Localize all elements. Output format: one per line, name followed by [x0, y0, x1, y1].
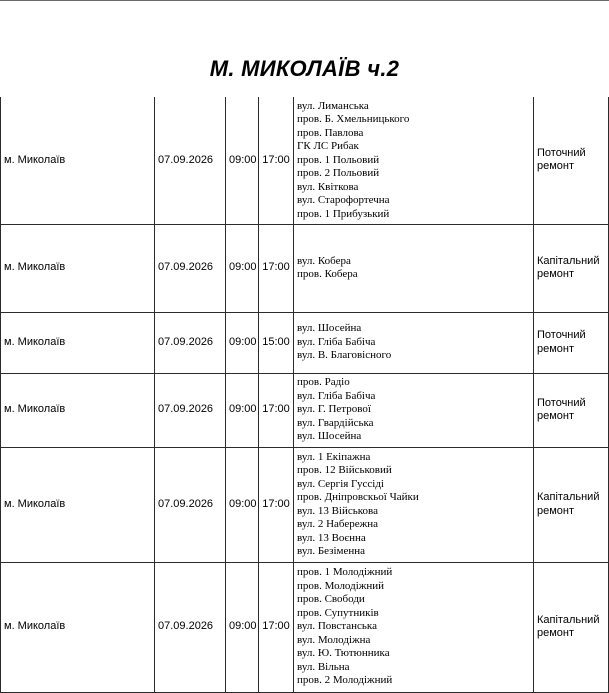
- street-line: пров. Молодіжний: [297, 579, 385, 592]
- street-line: пров. 2 Молодіжний: [297, 674, 393, 687]
- end-time-cell: 17:00: [259, 224, 294, 312]
- city-cell: м. Миколаїв: [1, 224, 155, 312]
- end-time-cell: 15:00: [259, 312, 294, 373]
- end-time-cell: 17:00: [259, 97, 294, 224]
- date-cell: 07.09.2026: [155, 447, 226, 562]
- city-cell: м. Миколаїв: [1, 312, 155, 373]
- street-line: вул. Шосейна: [297, 322, 362, 335]
- date-cell: 07.09.2026: [155, 562, 226, 692]
- date-cell: 07.09.2026: [155, 373, 226, 447]
- work-type-cell: Поточний ремонт: [534, 97, 609, 224]
- streets-cell: [294, 447, 534, 562]
- start-time-cell: 09:00: [226, 373, 259, 447]
- page-title: М. МИКОЛАЇВ ч.2: [209, 56, 400, 81]
- street-line: вул. Лиманська: [297, 99, 369, 112]
- table-row: [1, 224, 609, 312]
- table-row: [1, 447, 609, 562]
- streets-cell: [294, 562, 534, 692]
- street-line: вул. 13 Воєнна: [297, 531, 366, 544]
- street-line: вул. Кобера: [297, 254, 351, 267]
- outage-schedule-table: [0, 97, 609, 693]
- table-row: [1, 562, 609, 692]
- street-line: пров. Радіо: [297, 376, 350, 389]
- street-line: вул. Гліба Бабіча: [297, 335, 376, 348]
- start-time-cell: 09:00: [226, 224, 259, 312]
- street-line: пров. Свободи: [297, 593, 365, 606]
- table-row: [1, 97, 609, 224]
- work-type-cell: Капітальний ремонт: [534, 562, 609, 692]
- street-line: вул. Старофортечна: [297, 194, 390, 206]
- date-cell: 07.09.2026: [155, 224, 226, 312]
- start-time-cell: 09:00: [226, 447, 259, 562]
- street-line: пров. 12 Військовий: [297, 464, 392, 476]
- work-type-cell: Поточний ремонт: [534, 373, 609, 447]
- table-row: [1, 312, 609, 373]
- city-cell: м. Миколаїв: [1, 562, 155, 692]
- date-cell: 07.09.2026: [155, 312, 226, 373]
- street-line: вул. Ю. Тютюнника: [297, 647, 390, 660]
- end-time-cell: 17:00: [259, 562, 294, 692]
- city-cell: м. Миколаїв: [1, 447, 155, 562]
- street-line: вул. Вільна: [297, 660, 350, 673]
- street-line: вул. 1 Екіпажна: [297, 450, 371, 463]
- street-line: пров. 2 Польовий: [297, 167, 380, 179]
- street-line: вул. Сергія Гуссіді: [297, 477, 384, 490]
- street-line: вул. 13 Військова: [297, 504, 378, 517]
- street-line: пров. 1 Польовий: [297, 153, 380, 166]
- street-line: вул. Безіменна: [297, 545, 366, 557]
- start-time-cell: 09:00: [226, 97, 259, 224]
- street-line: пров. Б. Хмельницького: [297, 113, 410, 125]
- city-cell: м. Миколаїв: [1, 373, 155, 447]
- city-cell: м. Миколаїв: [1, 97, 155, 224]
- top-border-line: [0, 0, 609, 1]
- street-line: пров. 1 Прибузький: [297, 207, 390, 220]
- street-line: вул. Гліба Бабіча: [297, 389, 376, 402]
- end-time-cell: 17:00: [259, 373, 294, 447]
- work-type-cell: Капітальний ремонт: [534, 447, 609, 562]
- streets-cell: [294, 312, 534, 373]
- street-line: пров. Дніпровскьої Чайки: [297, 491, 419, 503]
- street-line: вул. Молодіжна: [297, 633, 371, 646]
- street-line: вул. 2 Набережна: [297, 518, 378, 530]
- street-line: пров. Супутників: [297, 606, 379, 619]
- street-line: вул. Г. Петрової: [297, 403, 371, 416]
- street-line: вул. Шосейна: [297, 430, 362, 443]
- street-line: пров. 1 Молодіжний: [297, 566, 393, 579]
- streets-cell: [294, 97, 534, 224]
- street-line: ГК ЛС Рибак: [297, 140, 359, 152]
- work-type-cell: Капітальний ремонт: [534, 224, 609, 312]
- date-cell: 07.09.2026: [155, 97, 226, 224]
- start-time-cell: 09:00: [226, 312, 259, 373]
- start-time-cell: 09:00: [226, 562, 259, 692]
- street-line: вул. Повстанська: [297, 620, 377, 633]
- street-line: вул. Квіткова: [297, 180, 359, 193]
- work-type-cell: Поточний ремонт: [534, 312, 609, 373]
- end-time-cell: 17:00: [259, 447, 294, 562]
- table-row: [1, 373, 609, 447]
- streets-cell: [294, 373, 534, 447]
- street-line: пров. Кобера: [297, 268, 358, 280]
- streets-cell: [294, 224, 534, 312]
- street-line: вул. В. Благовісного: [297, 349, 392, 362]
- table-body: [1, 97, 609, 692]
- street-line: пров. Павлова: [297, 126, 364, 139]
- street-line: вул. Гвардійська: [297, 416, 374, 429]
